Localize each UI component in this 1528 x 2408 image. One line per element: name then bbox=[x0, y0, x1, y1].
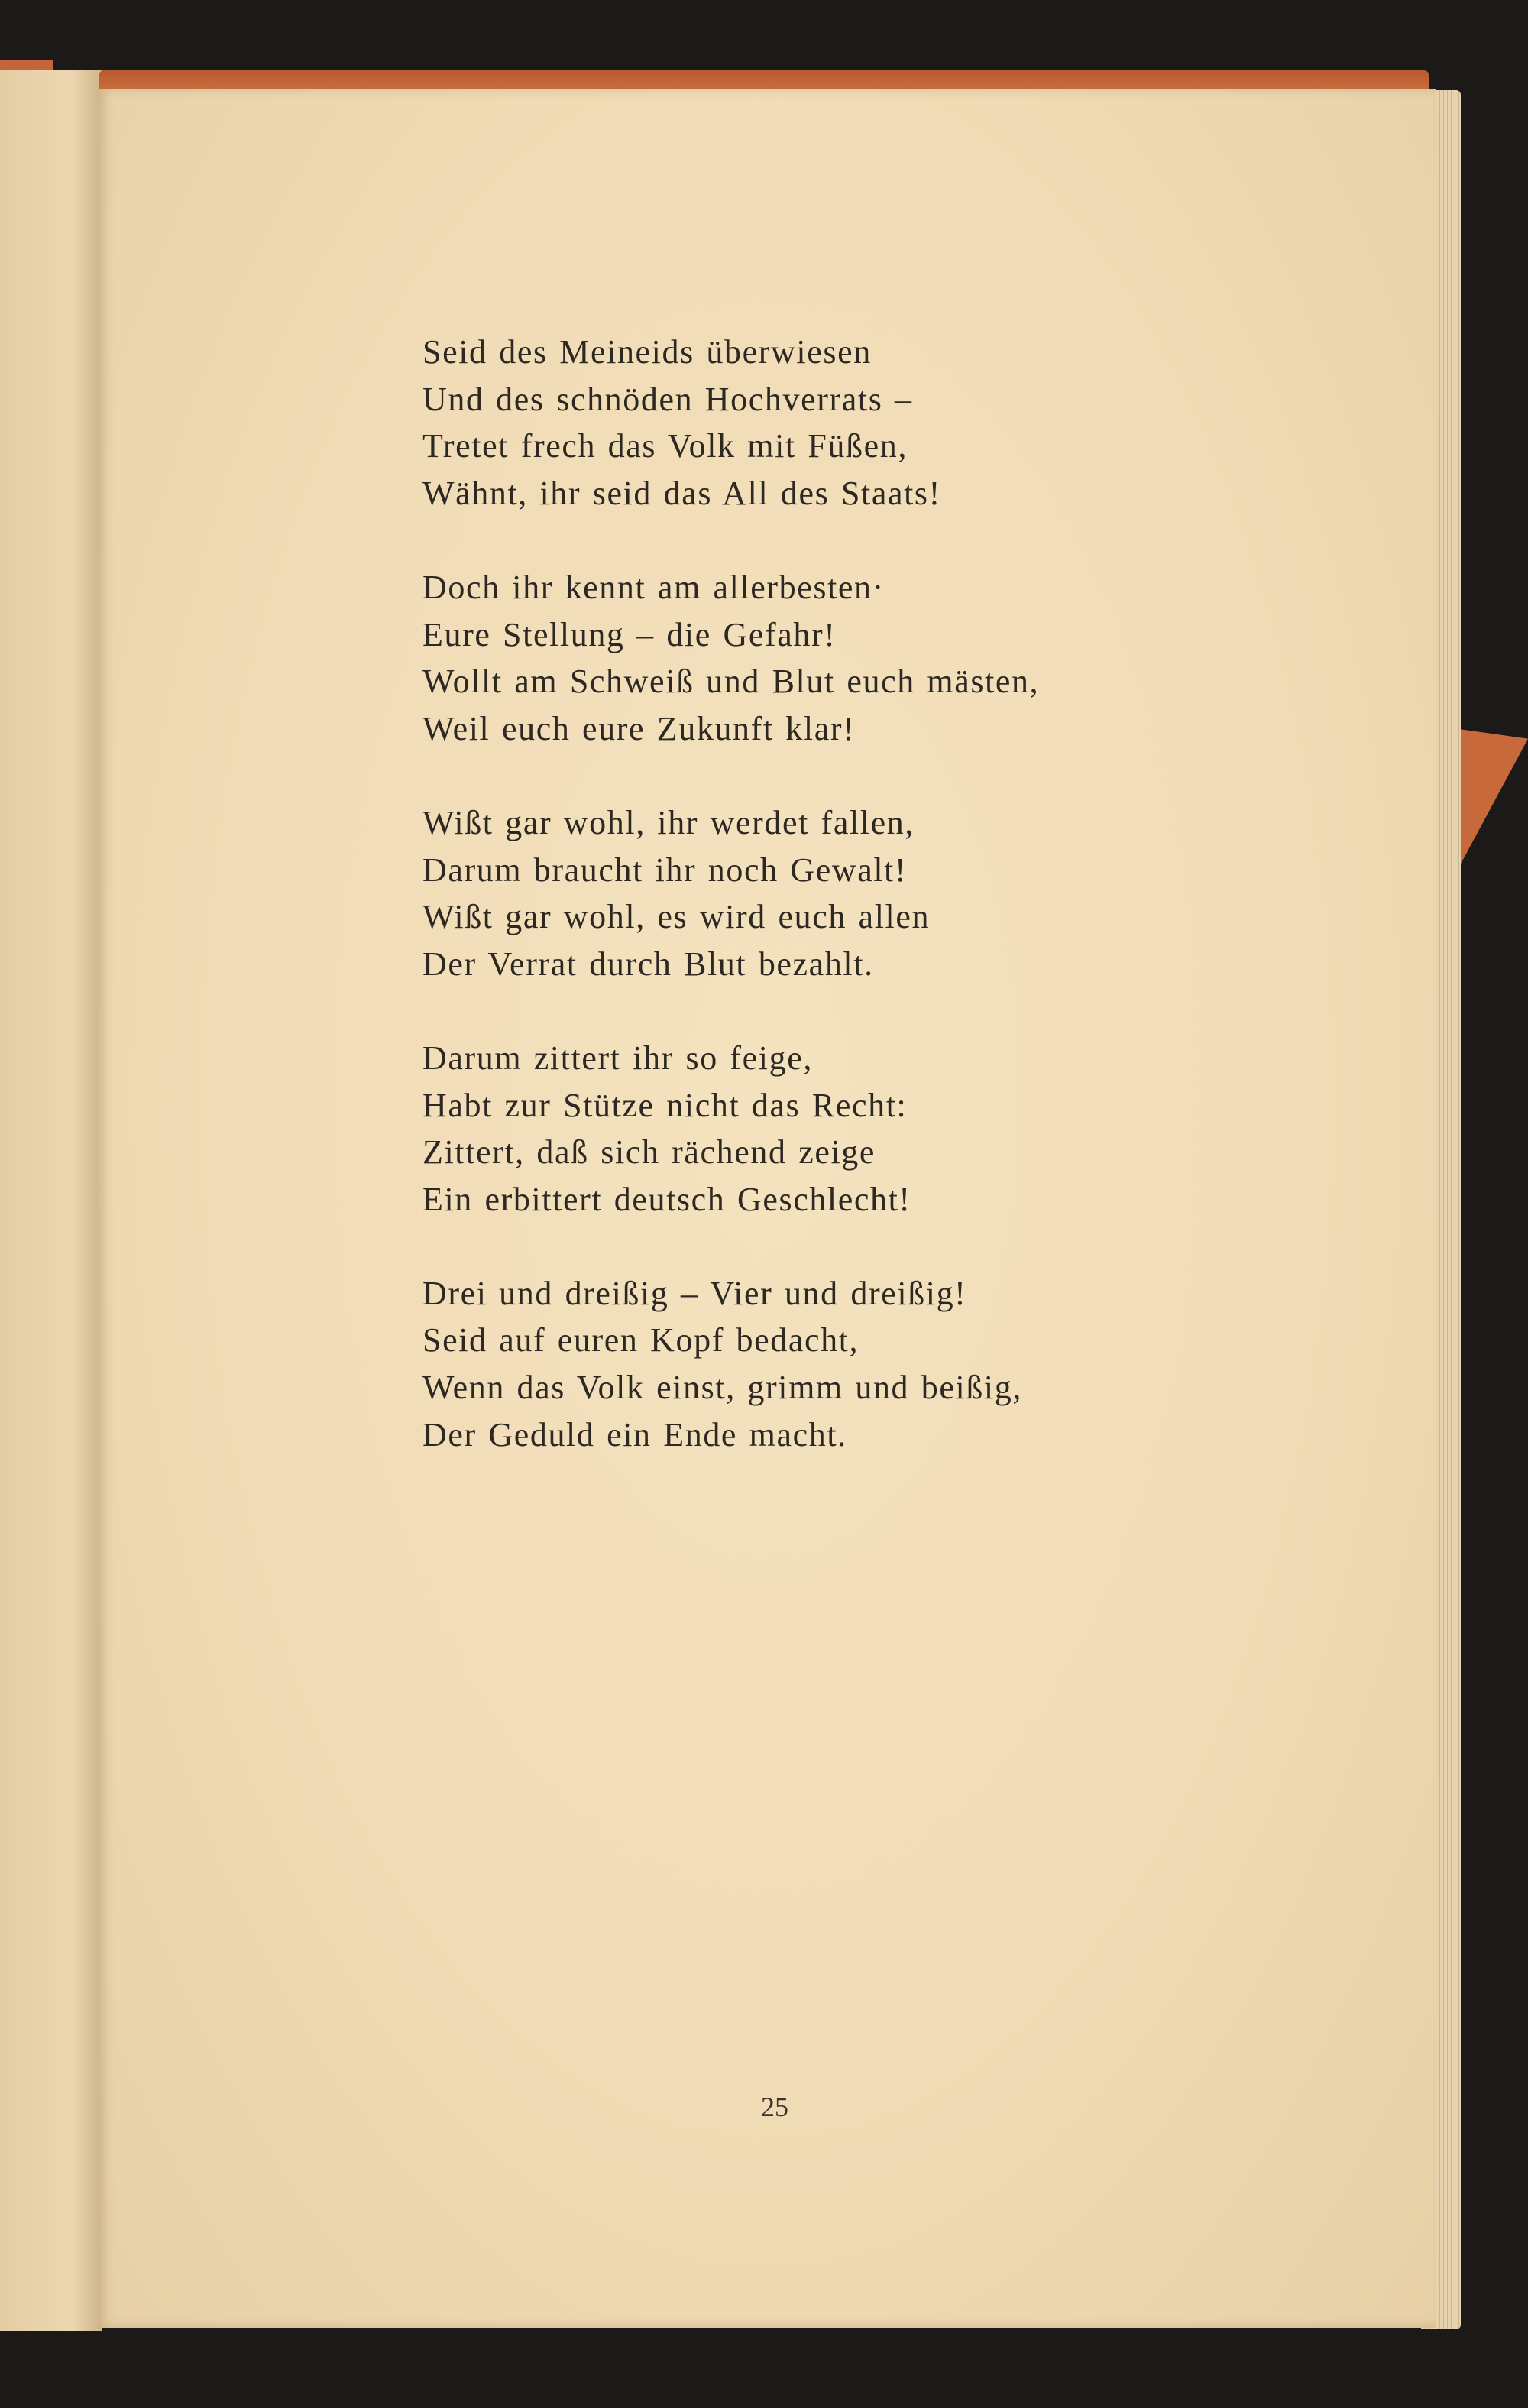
poem-line: Darum zittert ihr so feige, bbox=[422, 1039, 813, 1077]
poem-line: Ein erbittert deutsch Geschlecht! bbox=[422, 1180, 911, 1218]
poem-line: Seid des Meineids überwiesen bbox=[422, 333, 872, 371]
book-page bbox=[98, 89, 1436, 2328]
poem-line: Zittert, daß sich rächend zeige bbox=[422, 1133, 876, 1172]
poem-line: Wollt am Schweiß und Blut euch mästen, bbox=[422, 663, 1040, 701]
poem-line: Und des schnöden Hochverrats – bbox=[422, 380, 913, 418]
stanza-5 bbox=[422, 1270, 1039, 1458]
stanza-4 bbox=[422, 1035, 1039, 1223]
poem-line: Seid auf euren Kopf bedacht, bbox=[422, 1321, 860, 1360]
poem-line: Wißt gar wohl, es wird euch allen bbox=[422, 898, 931, 936]
stanza-3 bbox=[422, 799, 1039, 987]
poem-line: Doch ihr kennt am allerbesten· bbox=[422, 568, 885, 606]
poem bbox=[422, 329, 1039, 1505]
poem-line: Der Geduld ein Ende macht. bbox=[422, 1415, 847, 1454]
poem-line: Der Verrat durch Blut bezahlt. bbox=[422, 945, 874, 983]
poem-line: Darum braucht ihr noch Gewalt! bbox=[422, 851, 908, 889]
poem-line: Wenn das Volk einst, grimm und beißig, bbox=[422, 1369, 1022, 1407]
stanza-2 bbox=[422, 564, 1039, 752]
poem-line: Eure Stellung – die Gefahr! bbox=[422, 615, 837, 653]
stanza-1 bbox=[422, 329, 1039, 517]
page-number: 25 bbox=[761, 2092, 788, 2122]
poem-line: Wähnt, ihr seid das All des Staats! bbox=[422, 474, 941, 512]
poem-line: Drei und dreißig – Vier und dreißig! bbox=[422, 1274, 967, 1312]
left-page-edge bbox=[0, 70, 102, 2331]
poem-line: Tretet frech das Volk mit Füßen, bbox=[422, 427, 908, 465]
book-cover-corner-right bbox=[1455, 728, 1528, 883]
poem-line: Weil euch eure Zukunft klar! bbox=[422, 709, 856, 747]
poem-line: Habt zur Stütze nicht das Recht: bbox=[422, 1086, 908, 1124]
poem-line: Wißt gar wohl, ihr werdet fallen, bbox=[422, 803, 915, 841]
